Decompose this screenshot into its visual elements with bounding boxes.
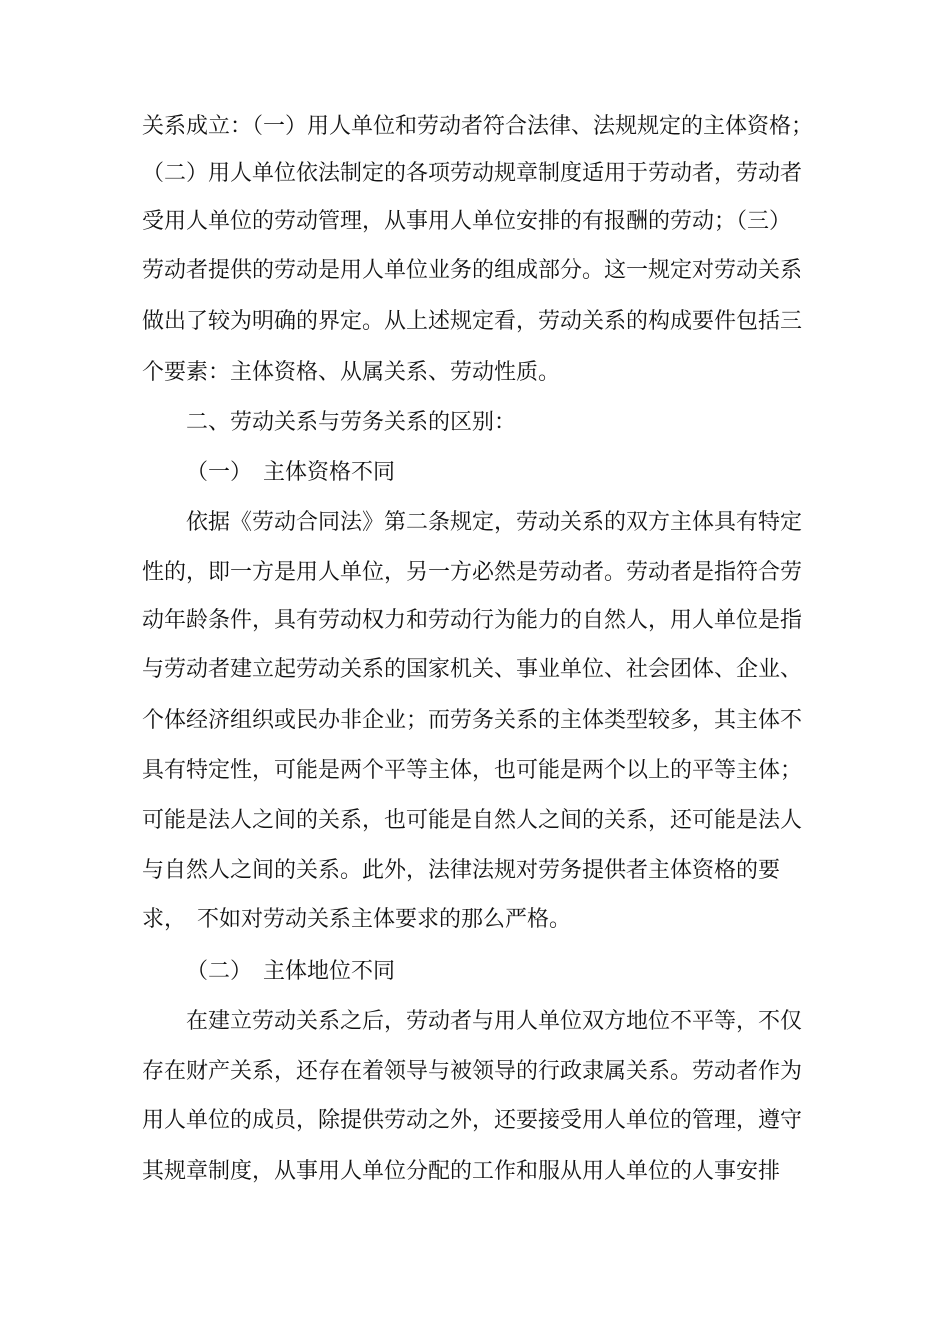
paragraph-line: 依据《劳动合同法》第二条规定，劳动关系的双方主体具有特定 — [186, 510, 803, 535]
paragraph-line: 用人单位的成员，除提供劳动之外，还要接受用人单位的管理，遵守 — [142, 1108, 803, 1133]
paragraph-line: 个要素：主体资格、从属关系、劳动性质。 — [142, 360, 561, 385]
paragraph-line: 性的，即一方是用人单位，另一方必然是劳动者。劳动者是指符合劳 — [142, 560, 803, 585]
paragraph-line: 可能是法人之间的关系，也可能是自然人之间的关系，还可能是法人 — [142, 808, 803, 833]
subsection-heading: （二） 主体地位不同 — [186, 959, 396, 984]
section-heading: 二、劳动关系与劳务关系的区别： — [186, 410, 517, 435]
paragraph-line: 求， 不如对劳动关系主体要求的那么严格。 — [142, 907, 572, 932]
paragraph-line: 动年龄条件，具有劳动权力和劳动行为能力的自然人，用人单位是指 — [142, 608, 803, 633]
paragraph-line: 存在财产关系，还存在着领导与被领导的行政隶属关系。劳动者作为 — [142, 1059, 803, 1084]
paragraph-line: 其规章制度，从事用人单位分配的工作和服从用人单位的人事安排 — [142, 1159, 781, 1184]
paragraph-line: 受用人单位的劳动管理，从事用人单位安排的有报酬的劳动；（三） — [142, 209, 792, 234]
subsection-heading: （一） 主体资格不同 — [186, 460, 396, 485]
paragraph-line: 关系成立：（一）用人单位和劳动者符合法律、法规规定的主体资格； — [142, 114, 814, 139]
paragraph-line: 具有特定性，可能是两个平等主体，也可能是两个以上的平等主体； — [142, 758, 803, 783]
paragraph-line: （二）用人单位依法制定的各项劳动规章制度适用于劳动者，劳动者 — [142, 161, 803, 186]
paragraph-line: 劳动者提供的劳动是用人单位业务的组成部分。这一规定对劳动关系 — [142, 258, 803, 283]
paragraph-line: 个体经济组织或民办非企业；而劳务关系的主体类型较多，其主体不 — [142, 708, 803, 733]
paragraph-line: 与劳动者建立起劳动关系的国家机关、事业单位、社会团体、企业、 — [142, 657, 803, 682]
paragraph-line: 在建立劳动关系之后，劳动者与用人单位双方地位不平等，不仅 — [186, 1009, 803, 1034]
paragraph-line: 与自然人之间的关系。此外，法律法规对劳务提供者主体资格的要 — [142, 858, 781, 883]
paragraph-line: 做出了较为明确的界定。从上述规定看，劳动关系的构成要件包括三 — [142, 309, 803, 334]
